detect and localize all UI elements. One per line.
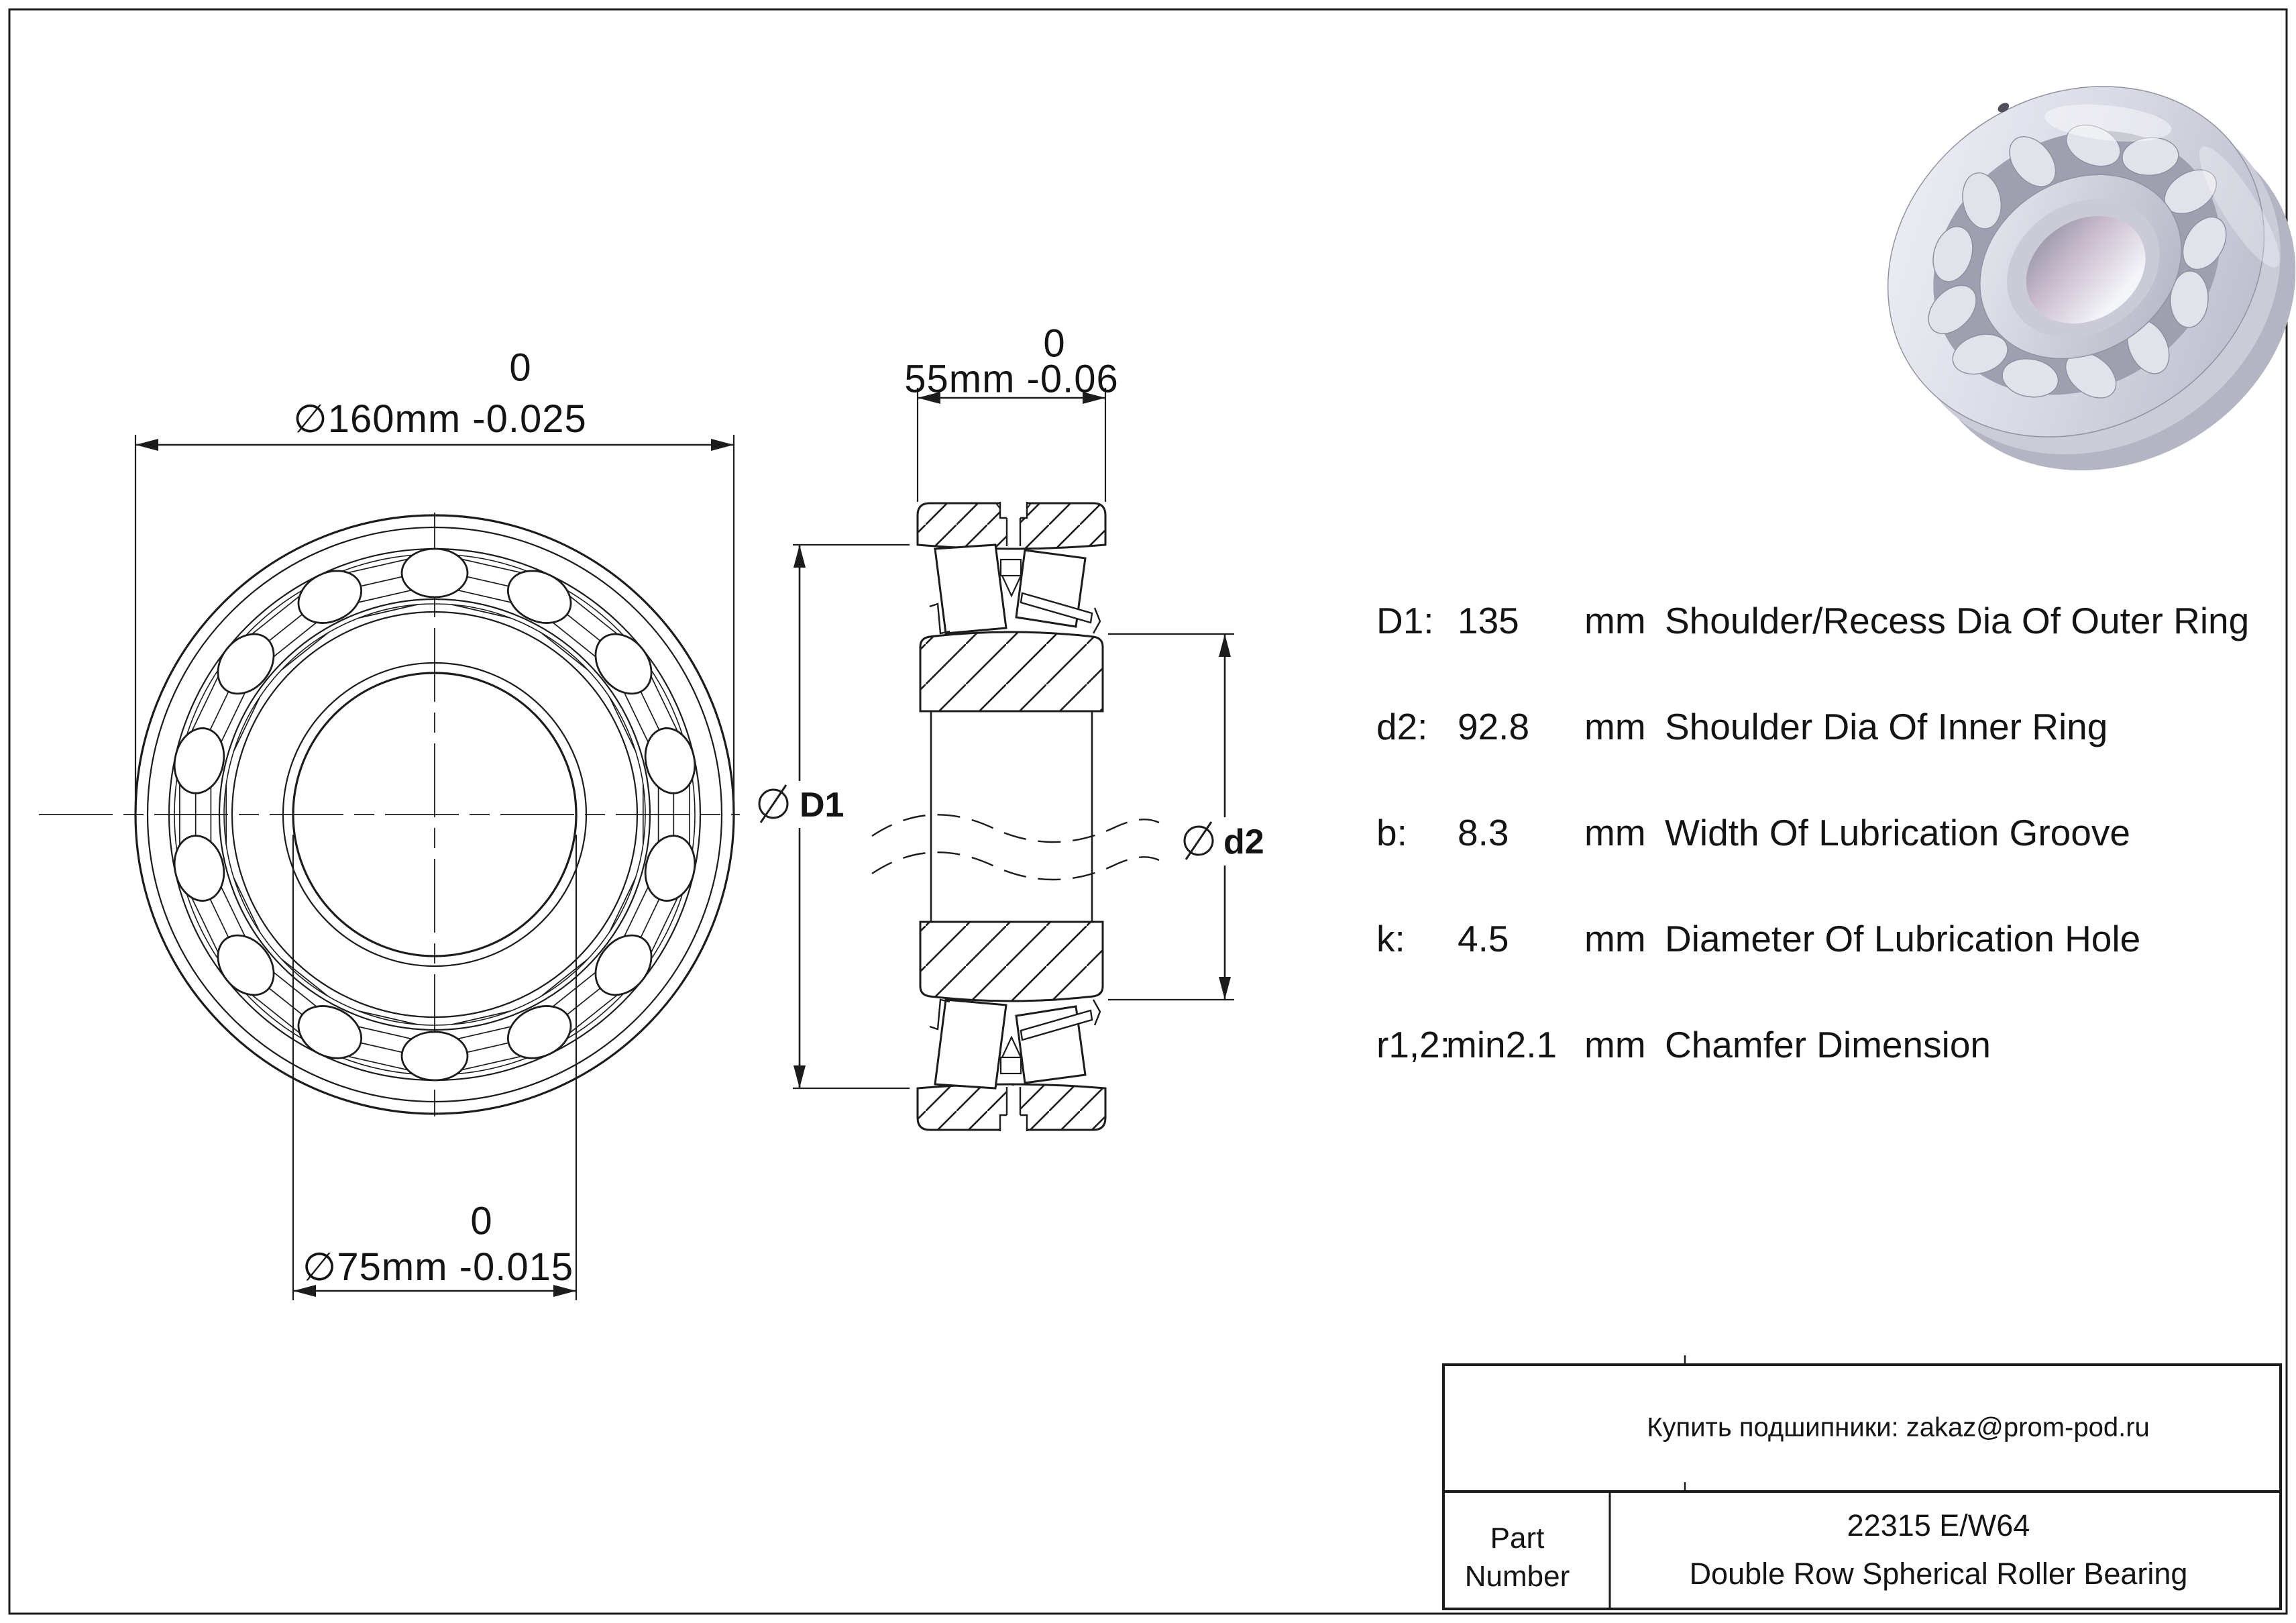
cage-bar-line [610,878,636,933]
dimension-d2 [1108,634,1234,1000]
cage-hook-top-right [1093,608,1100,633]
spec-value: 92.8 [1458,706,1530,747]
inner-ring-top [920,632,1103,711]
spec-description: Shoulder/Recess Dia Of Outer Ring [1665,600,2250,641]
spec-value: 135 [1458,600,1519,641]
cage-bar-line [234,878,260,933]
cage-bar-line [549,619,599,660]
label-d1: D1 [800,786,844,825]
spec-unit: mm [1584,918,1646,959]
dim-od-tolerance-upper: 0 [509,346,532,390]
cage-bar-line [270,970,321,1010]
dim-bore-label: ∅75mm -0.015 [302,1245,574,1289]
arrowhead-left [135,439,158,451]
cage-bar-line [565,592,622,638]
cage-bar-line [565,991,622,1037]
dim-width-tolerance-upper: 0 [1043,321,1066,366]
cage-hook-bottom-right [1093,1000,1100,1025]
label-d2: d2 [1223,823,1264,861]
spec-unit: mm [1584,1024,1646,1065]
part-label-line1: Part [1490,1522,1545,1555]
spec-value: min2.1 [1446,1024,1557,1065]
dimension-width-55 [918,388,1105,502]
arrowhead-down [794,1065,806,1088]
cage-bar-line [247,991,305,1037]
dim-od-label: ∅160mm -0.025 [293,397,587,441]
cage-bar-line [359,1011,417,1025]
spec-unit: mm [1584,706,1646,747]
spherical-roller [402,1032,468,1080]
arrowhead-down [1219,977,1231,1000]
cage-bar-line [247,592,305,638]
section-view [872,501,1159,1133]
cage-bar-line [549,970,599,1010]
guide-ring-bottom [1001,1057,1021,1074]
cage-bar-line [452,605,510,618]
arrowhead-right [711,439,734,451]
diameter-symbol [759,785,787,823]
part-description: Double Row Spherical Roller Bearing [1689,1557,2188,1591]
break-line-upper [872,815,1159,842]
cage-bar-line [281,959,328,996]
spec-description: Width Of Lubrication Groove [1665,812,2130,853]
cage-bar-line [452,1011,510,1025]
inner-ring-bottom [920,922,1103,1001]
spec-label: r1,2: [1376,1024,1451,1065]
roller-bottom-left [935,1000,1006,1088]
spec-value: 8.3 [1458,812,1509,853]
spec-label: d2: [1376,706,1428,747]
spec-label: k: [1376,918,1405,959]
cage-bar-line [541,959,588,996]
spherical-roller [499,561,580,633]
spherical-roller [290,996,370,1068]
dim-bore-tolerance-upper: 0 [470,1199,493,1243]
dim-width-label: 55mm -0.06 [904,357,1119,401]
arrowhead-up [794,545,806,568]
guide-ring-top [1001,560,1021,576]
bearing-3d-render [1818,7,2296,545]
front-view [39,513,740,1116]
spherical-roller [499,996,580,1068]
spec-description: Shoulder Dia Of Inner Ring [1665,706,2108,747]
arrowhead-up [1219,634,1231,657]
spec-unit: mm [1584,812,1646,853]
spherical-roller [290,561,370,633]
diameter-symbol [1185,822,1213,859]
break-line-lower [872,852,1159,880]
roller-top-left [935,545,1006,633]
cage-bar-line [541,633,588,670]
part-number-value: 22315 E/W64 [1847,1508,2030,1542]
spec-description: Chamfer Dimension [1665,1024,1991,1065]
part-label-line2: Number [1464,1560,1570,1593]
cage-bar-line [270,619,321,660]
spec-description: Diameter Of Lubrication Hole [1665,918,2141,959]
spherical-roller [402,549,468,597]
spec-label: D1: [1376,600,1434,641]
spec-label: b: [1376,812,1407,853]
cage-bar-line [234,697,260,751]
cage-bar-line [281,633,328,670]
cage-bar-line [359,605,417,618]
spec-value: 4.5 [1458,918,1509,959]
contact-email: Купить подшипники: zakaz@prom-pod.ru [1647,1412,2150,1443]
spec-unit: mm [1584,600,1646,641]
cage-bar-line [610,697,636,751]
